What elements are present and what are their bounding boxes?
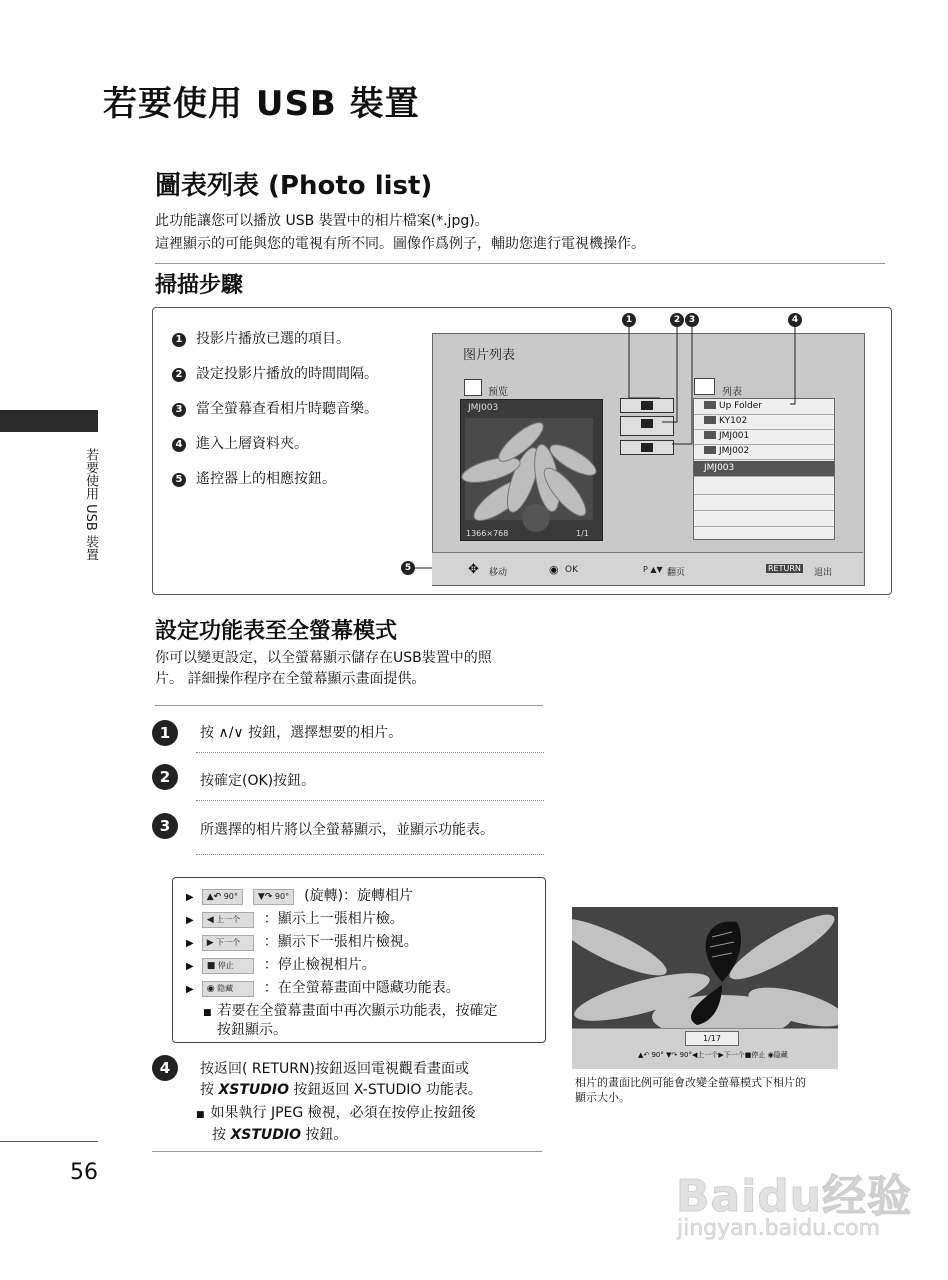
list-item[interactable]: JMJ001 [694,429,834,445]
exit-label: 退出 [814,568,833,578]
preview-resolution: 1366×768 [466,529,509,538]
jpeg-note-1: ■ 如果執行 JPEG 檢視，必須在按停止按鈕後 [196,1105,476,1121]
step-text: 按返回( RETURN)按鈕返回電視觀看畫面或 [200,1061,469,1077]
rotate-right-button: ▼↷ 90° [253,889,294,905]
intro-line-2: 這裡顯示的可能與您的電視有所不同。圖像作爲例子，輔助您進行電視機操作。 [155,236,645,252]
intro-line-1: 此功能讓您可以播放 USB 裝置中的相片檔案(*.jpg)。 [155,213,489,229]
step-number: 4 [152,1055,178,1081]
move-label: 移动 [489,568,508,578]
callout-lines [0,0,948,620]
step-text: 按 XSTUDIO 按鈕返回 X-STUDIO 功能表。 [200,1082,482,1098]
legend-item: 5 遙控器上的相應按鈕。 [172,468,336,488]
menu-row-rotate: ▶ ▲↶ 90° ▼↷ 90° (旋轉)：旋轉相片 [186,888,414,904]
page-key: P ▲▼ [643,565,663,574]
menu-row-stop: ▶ ■ 停止 ：停止檢視相片。 [186,957,376,973]
preview-filename: JMJ003 [468,403,499,413]
list-item-selected[interactable]: JMJ003 [694,461,834,477]
xstudio-key: XSTUDIO [230,1127,301,1143]
legend-item: 1 投影片播放已選的項目。 [172,328,350,348]
list-item-up-folder[interactable]: Up Folder [694,399,834,415]
watermark-logo: Baidu经验 [676,1171,913,1222]
menu-row-hide: ▶ ◉ 隐藏 ：在全螢幕畫面中隱藏功能表。 [186,980,460,996]
page-label: 翻页 [667,568,686,578]
preview-page: 1/1 [576,529,589,538]
divider [155,705,543,706]
jpeg-note-2: 按 XSTUDIO 按鈕。 [212,1127,348,1143]
ok-label: OK [565,565,578,575]
page-number: 56 [70,1160,98,1185]
menu-note-2: 按鈕顯示。 [217,1022,287,1038]
side-tab-label: 若要使用 USB 裝置 [83,448,98,561]
callout-2: 2 [670,313,684,327]
preview-label: 预览 [488,387,508,398]
divider [152,1151,542,1152]
list-label: 列表 [722,387,742,398]
step-number: 2 [152,764,178,790]
menu-row-prev: ▶ ◀ 上一个 ：顯示上一張相片檢。 [186,911,404,927]
list-item[interactable]: JMJ002 [694,444,834,460]
callout-3: 3 [685,313,699,327]
fullscreen-intro-2: 片。 詳細操作程序在全螢幕顯示畫面提供。 [155,671,426,687]
next-button: ▶ 下一个 [202,935,254,951]
footer-divider [0,1141,98,1142]
step-number: 1 [152,720,178,746]
fullscreen-menu-items: ▲↶ 90° ▼↷ 90°◀上一个▶下一个■停止 ◉隐藏 [638,1051,788,1059]
legend-item: 2 設定投影片播放的時間間隔。 [172,363,378,383]
menu-row-next: ▶ ▶ 下一个 ：顯示下一張相片檢視。 [186,934,418,950]
stop-button: ■ 停止 [202,958,254,974]
page-title: 若要使用 USB 裝置 [103,84,420,124]
step-text: 所選擇的相片將以全螢幕顯示，並顯示功能表。 [200,822,494,838]
tv-header: 图片列表 [463,348,516,363]
list-item[interactable]: KY102 [694,414,834,430]
legend-item: 3 當全螢幕查看相片時聽音樂。 [172,398,378,418]
watermark-url: jingyan.baidu.com [677,1216,881,1241]
photo-counter: 1/17 [685,1031,739,1046]
menu-note-1: ■ 若要在全螢幕畫面中再次顯示功能表，按確定 [203,1003,498,1019]
prev-button: ◀ 上一个 [202,912,254,928]
photo-caption: 相片的畫面比例可能會改變全螢幕模式下相片的 顯示大小。 [575,1076,806,1104]
fullscreen-intro-1: 你可以變更設定，以全螢幕顯示儲存在USB裝置中的照 [155,650,492,666]
step-number: 3 [152,813,178,839]
move-icon: ✥ [468,562,479,577]
callout-1: 1 [622,313,636,327]
ok-icon: ◉ [549,563,559,576]
callout-5: 5 [401,561,415,575]
step-text: 按 ∧/∨ 按鈕，選擇想要的相片。 [200,725,403,741]
step-text: 按確定(OK)按鈕。 [200,773,316,789]
section-title: 圖表列表 (Photo list) [155,171,433,201]
xstudio-key: XSTUDIO [218,1082,289,1098]
fullscreen-title: 設定功能表至全螢幕模式 [155,619,398,644]
legend-item: 4 進入上層資料夾。 [172,433,308,453]
return-key: RETURN [768,564,801,573]
rotate-left-button: ▲↶ 90° [202,889,243,905]
callout-4: 4 [788,313,802,327]
hide-button: ◉ 隐藏 [202,981,254,997]
scan-steps-title: 掃描步驟 [155,273,244,298]
